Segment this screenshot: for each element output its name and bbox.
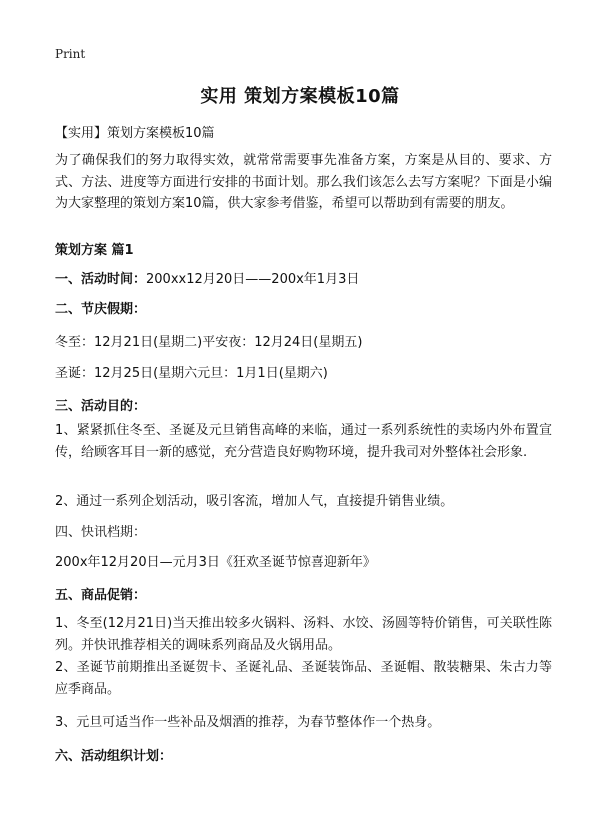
promo-heading: 五、商品促销： bbox=[55, 588, 147, 603]
promo-paragraph-2: 2、圣诞节前期推出圣诞贺卡、圣诞礼品、圣诞装饰品、圣诞帽、散装糖果、朱古力等应季商品。 bbox=[55, 660, 552, 697]
goal-heading: 三、活动目的： bbox=[55, 399, 147, 414]
holiday-line-1: 冬至：12月21日(星期二)平安夜：12月24日(星期五) bbox=[55, 335, 363, 350]
holiday-line-2: 圣诞：12月25日(星期六元旦：1月1日(星期六) bbox=[55, 366, 328, 381]
print-label: Print bbox=[55, 47, 86, 61]
flyer-period: 200x年12月20日—元月3日《狂欢圣诞节惊喜迎新年》 bbox=[55, 555, 376, 570]
goal-paragraph-1: 1、紧紧抓住冬至、圣诞及元旦销售高峰的来临，通过一系列系统性的卖场内外布置宣传，给顾客耳目一新的感觉，充分营造良好购物环境，提升我司对外整体社会形象. bbox=[55, 423, 552, 460]
holiday-heading: 二、节庆假期： bbox=[55, 302, 147, 317]
page-title: 实用 策划方案模板10篇 bbox=[200, 86, 400, 107]
section-title: 策划方案 篇1 bbox=[55, 243, 134, 258]
document-subtitle: 【实用】策划方案模板10篇 bbox=[55, 126, 215, 141]
activity-time-line bbox=[55, 268, 359, 287]
goal-paragraph-2: 2、通过一系列企划活动，吸引客流，增加人气，直接提升销售业绩。 bbox=[55, 494, 454, 509]
promo-paragraph-1: 1、冬至(12月21日)当天推出较多火锅料、汤料、水饺、汤圆等特价销售，可关联性陈列。并快讯推荐相关的调味系列商品及火锅用品。 bbox=[55, 616, 552, 653]
intro-paragraph: 为了确保我们的努力取得实效，就常常需要事先准备方案，方案是从目的、要求、方式、方法、进度等方面进行安排的书面计划。那么我们该怎么去写方案呢？下面是小编为大家整理的策划方案10篇，供大家参考借鉴，希望可以帮助到有需要的朋友。 bbox=[55, 153, 552, 211]
activity-time-value: 200xx12月20日——200x年1月3日 bbox=[146, 272, 360, 287]
activity-time-heading: 一、活动时间： bbox=[55, 272, 147, 287]
promo-paragraph-3: 3、元旦可适当作一些补品及烟酒的推荐，为春节整体作一个热身。 bbox=[55, 715, 441, 730]
flyer-heading: 四、快讯档期： bbox=[55, 525, 147, 540]
organization-heading: 六、活动组织计划： bbox=[55, 749, 173, 764]
